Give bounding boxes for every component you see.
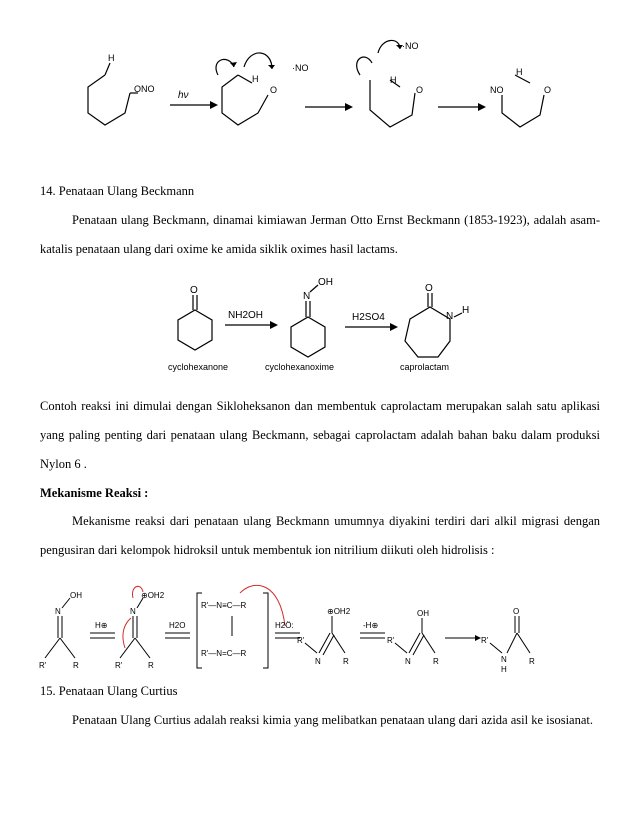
h3-label: H xyxy=(390,75,397,85)
nitroso-alcohol-molecule xyxy=(502,75,544,127)
mech-n1: N xyxy=(55,607,61,616)
mech-h-amide: H xyxy=(501,665,507,674)
eq-arrow-4 xyxy=(360,633,385,638)
mech-nh: N xyxy=(501,655,507,664)
mechanism-scheme xyxy=(35,578,605,678)
section-14-para-line2: katalis penataan ulang dari oxime ke amida siklik oximes hasil lactams. xyxy=(40,242,398,256)
h3-beck-label: H xyxy=(462,305,470,316)
n2-label: N xyxy=(303,291,311,302)
cyclohexanoxime-label: cyclohexanoxime xyxy=(265,362,335,372)
mech-r5prime: R' xyxy=(481,636,489,645)
no4-label: NO xyxy=(490,85,504,95)
mech-n4: N xyxy=(405,657,411,666)
imidic-acid-structure xyxy=(395,618,435,655)
carbon-radical-molecule xyxy=(357,40,415,127)
mechanism-heading: Mekanisme Reaksi : xyxy=(40,486,149,500)
alkoxy-radical-molecule xyxy=(216,53,272,125)
eq-arrow-2 xyxy=(165,633,190,638)
n3-label: N xyxy=(446,311,454,322)
mech-oh2plus: ⊕OH2 xyxy=(141,591,165,600)
nitrilium-top: R'—N≡C—R xyxy=(201,601,247,610)
mechanism-line2: pengusiran dari kelompok hidroksil untuk membentuk ion nitrilium diikuti oleh hidrolisis : xyxy=(40,543,495,557)
h2-label: H xyxy=(252,74,259,84)
barton-reaction-scheme xyxy=(60,35,580,140)
no-radical-label: ·NO xyxy=(292,63,309,73)
nitrilium-bottom: R'—N=C—R xyxy=(201,649,247,658)
section-15-heading: 15. Penataan Ulang Curtius xyxy=(40,684,178,698)
h4-label: H xyxy=(516,67,523,77)
mech-o-amide: O xyxy=(513,607,520,616)
o1-label: O xyxy=(190,285,198,296)
mech-r1prime: R' xyxy=(39,661,47,670)
ono-label: ONO xyxy=(134,84,155,94)
cyclohexyl-nitrite-molecule xyxy=(88,63,138,125)
example-line1: Contoh reaksi ini dimulai dengan Sikloheksanon dan membentuk caprolactam merupakan salah satu aplikasi xyxy=(40,399,600,413)
cyclohexanone-structure xyxy=(178,295,212,350)
eq-arrow-1 xyxy=(90,633,115,638)
mech-r4: R xyxy=(433,657,439,666)
mech-oh-imidic: OH xyxy=(417,609,429,618)
o-radical-label: O xyxy=(270,85,278,95)
cyclohexanone-label: cyclohexanone xyxy=(168,362,229,372)
mech-r2prime: R' xyxy=(115,661,123,670)
o4-label: O xyxy=(544,85,552,95)
mech-n3: N xyxy=(315,657,321,666)
mech-h2o: H2O xyxy=(169,621,186,630)
mech-r3prime: R' xyxy=(297,636,305,645)
caprolactam-structure xyxy=(405,293,462,357)
oh2-label: OH xyxy=(318,277,333,288)
beckmann-scheme xyxy=(160,275,490,375)
mech-n2: N xyxy=(130,607,136,616)
mech-r3: R xyxy=(343,657,349,666)
section-14-para-line1: Penataan ulang Beckmann, dinamai kimiawan Jerman Otto Ernst Beckmann (1853-1923), adalah asam- xyxy=(72,213,600,227)
caprolactam-label: caprolactam xyxy=(400,362,450,372)
no-radical2-label: ·NO xyxy=(402,41,419,51)
o3-beck-label: O xyxy=(425,283,433,294)
h-label: H xyxy=(108,53,115,63)
mech-minus-h: -H⊕ xyxy=(363,621,379,630)
mech-r2: R xyxy=(148,661,154,670)
protonated-imidate-structure xyxy=(305,616,345,655)
example-line2: yang paling penting dari penataan ulang Beckmann, sebagai caprolactam adalah bahan baku dalam produksi xyxy=(40,428,600,442)
nh2oh-reagent: NH2OH xyxy=(228,310,264,321)
section-14-heading: 14. Penataan Ulang Beckmann xyxy=(40,184,195,198)
o3-label: O xyxy=(416,85,424,95)
example-line3: Nylon 6 . xyxy=(40,457,87,471)
h2so4-reagent: H2SO4 xyxy=(352,312,385,323)
amide-structure xyxy=(490,616,530,653)
mechanism-line1: Mekanisme reaksi dari penataan ulang Beckmann umumnya diyakini terdiri dari alkil migrasi dengan xyxy=(72,514,600,528)
mech-r4prime: R' xyxy=(387,636,395,645)
hv-label: hν xyxy=(178,90,189,101)
mech-oh2plus-2: ⊕OH2 xyxy=(327,607,351,616)
section-15-para: Penataan Ulang Curtius adalah reaksi kimia yang melibatkan penataan ulang dari azida asil ke isosianat. xyxy=(72,713,594,727)
mech-r5: R xyxy=(529,657,535,666)
mech-r1: R xyxy=(73,661,79,670)
mech-hplus: H⊕ xyxy=(95,621,108,630)
mech-h2o-attack: H2Ö: xyxy=(275,621,294,630)
mech-oh1: OH xyxy=(70,591,82,600)
